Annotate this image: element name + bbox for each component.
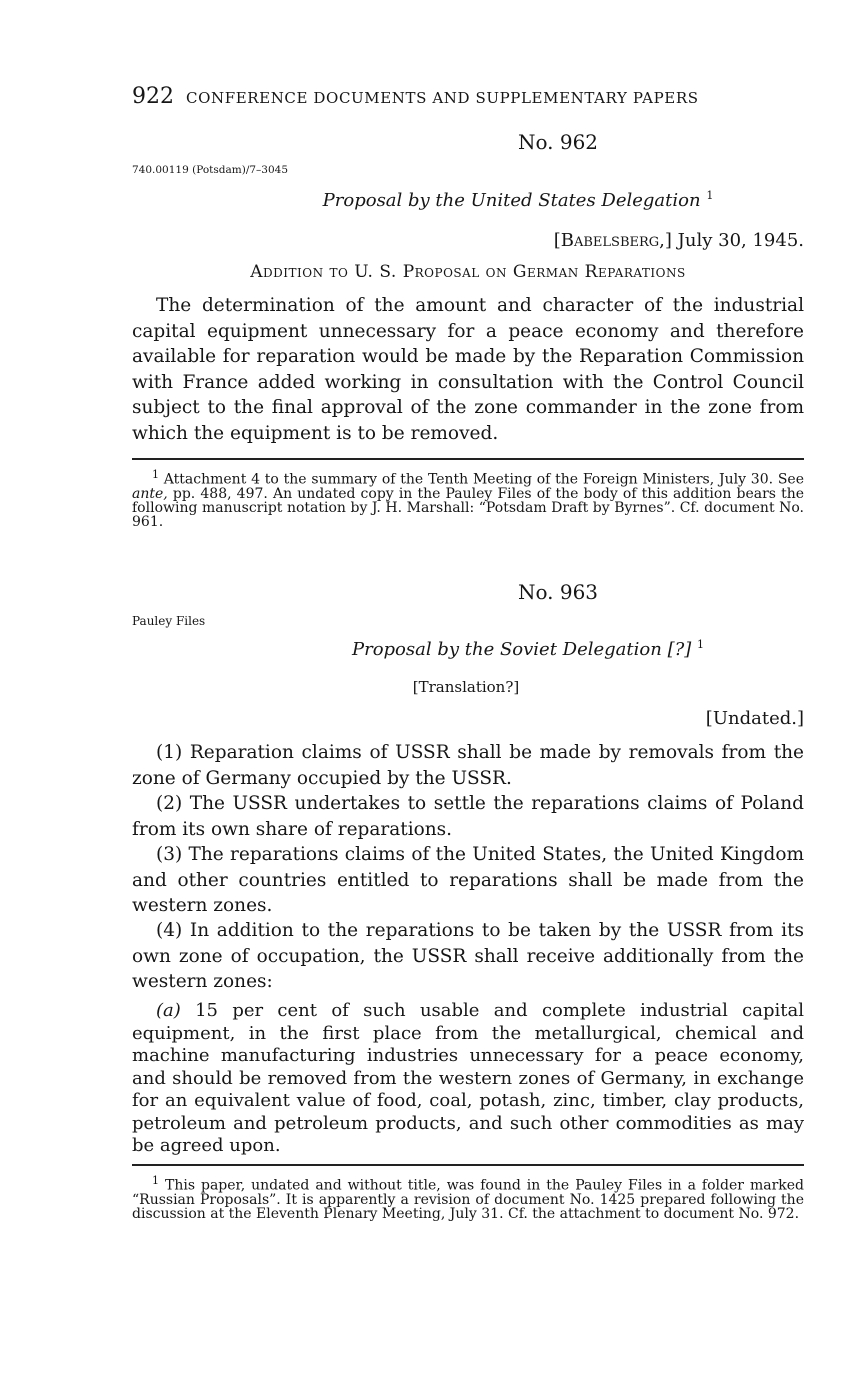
doc-963-para-3: (3) The reparations claims of the United States, the United Kingdom and other countries entitled to reparations shall be made from the western zones. bbox=[132, 844, 804, 916]
doc-963-footnote-ref: 1 bbox=[697, 638, 704, 651]
doc-962-footnote-mark: 1 bbox=[152, 468, 159, 481]
doc-963-title bbox=[192, 638, 859, 660]
doc-962-body: The determination of the amount and character of the industrial capital equipment unnecessary for a peace economy and therefore available for reparation would be made by the Reparation Commission with France added working in consultation with the Control Council subject to the final approval of the zone commander in the zone from which the equipment is to be removed. bbox=[132, 295, 804, 444]
doc-963-para-1: (1) Reparation claims of USSR shall be made by removals from the zone of Germany occupied by the USSR. bbox=[132, 742, 804, 789]
doc-962-date: July 30, 1945. bbox=[677, 230, 804, 251]
footnote-rule-2 bbox=[132, 1164, 804, 1166]
doc-962-file-ref: 740.00119 (Potsdam)/7–3045 bbox=[132, 164, 289, 176]
doc-963-para-2: (2) The USSR undertakes to settle the reparations claims of Poland from its own share of reparations. bbox=[132, 793, 804, 840]
doc-963-footnote-mark: 1 bbox=[152, 1174, 159, 1187]
running-title: CONFERENCE DOCUMENTS AND SUPPLEMENTARY PAPERS bbox=[186, 89, 699, 107]
doc-963-footnote-text: This paper, undated and without title, was found in the Pauley Files in a folder marked “Russian Proposals”. It is apparently a revision of document No. 1425 prepared following the discussion at the Eleventh Plenary Meeting, July 31. Cf. the attachment to document No. 972. bbox=[132, 1177, 804, 1222]
doc-963-para-4: (4) In addition to the reparations to be taken by the USSR from its own zone of occupation, the USSR shall receive additionally from the western zones: bbox=[132, 920, 804, 992]
doc-962-dateline bbox=[132, 230, 804, 251]
doc-962-title-text: Proposal by the United States Delegation bbox=[322, 190, 701, 211]
doc-962-footnote-ref: 1 bbox=[706, 189, 714, 202]
doc-962-footnote-ante: ante, bbox=[132, 485, 168, 502]
doc-962-heading: Addition to U. S. Proposal on German Reparations bbox=[250, 262, 686, 282]
doc-963-number: No. 963 bbox=[517, 580, 599, 604]
doc-963-title-text: Proposal by the Soviet Delegation bbox=[351, 639, 662, 660]
doc-963-translation: [Translation?] bbox=[412, 678, 520, 696]
doc-962-number: No. 962 bbox=[517, 130, 599, 154]
doc-963-file-ref: Pauley Files bbox=[132, 614, 206, 628]
footnote-rule bbox=[132, 458, 804, 460]
page-number: 922 bbox=[132, 84, 174, 109]
doc-963-sub-a-text: 15 per cent of such usable and complete industrial capital equipment, in the first place from the metallurgical, chemical and machine manufacturing industries unnecessary for a peace economy, and should be removed from the western zones of Germany, in exchange for an equivalent value of food, coal, potash, zinc, timber, clay products, petroleum and petroleum products, and such other commodities as may be agreed upon. bbox=[132, 1000, 804, 1156]
doc-963-title-bracket: [?] bbox=[667, 639, 692, 660]
running-head bbox=[132, 84, 804, 109]
doc-963-sub-a-label: (a) bbox=[156, 1000, 181, 1021]
doc-962-place: [Babelsberg,] bbox=[553, 230, 672, 251]
doc-962-footnote-part-a: Attachment 4 to the summary of the Tenth Meeting of the Foreign Ministers, July 30. See bbox=[163, 471, 805, 488]
doc-963-footnote bbox=[132, 1174, 804, 1221]
doc-963-sub-a bbox=[132, 1000, 804, 1158]
doc-963-date: [Undated.] bbox=[705, 708, 804, 729]
doc-962-title bbox=[182, 189, 854, 211]
doc-962-footnote-part-b: pp. 488, 497. An undated copy in the Pauley Files of the body of this addition bears the following manuscript notation by J. H. Marshall: “Potsdam Draft by Byrnes”. Cf. document No. 961. bbox=[132, 485, 805, 530]
doc-962-footnote bbox=[132, 468, 804, 529]
